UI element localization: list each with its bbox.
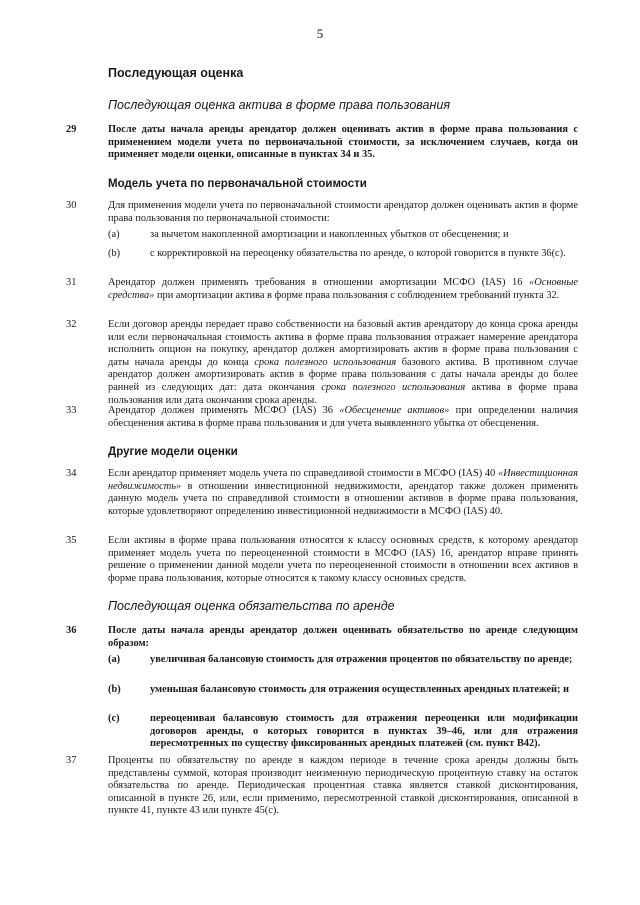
paragraph-text: После даты начала аренды арендатор должен оценивать обязательство по аренде следующим образом: [108,625,578,649]
paragraph-31 [66,277,578,302]
paragraph-text: Если арендатор применяет модель учета по справедливой стоимости в МСФО (IAS) 40 «Инвестиционная недвижимость» в отношении инвестиционной недвижимости, арендатор также должен применять данную модель учета по справедливой стоимости в отношении активов в форме права пользования, которые удовлетворяют определению инвестиционной недвижимости в МСФО (IAS) 40. [108,468,578,517]
subparagraph-label: (a) [108,654,121,665]
paragraph-text: Проценты по обязательству по аренде в каждом периоде в течение срока аренды должны быть представлены суммой, которая производит неизменную периодическую процентную ставку на остаток обязательства по аренде. Периодическая процентная ставка является ставкой дисконтирования, описанной в пункте 26, или, если применимо, пересмотренной ставкой дисконтирования, описанной в пункте 41, пункте 43 или пункте 45(c). [108,755,578,817]
paragraph-29 [66,124,578,162]
subparagraph-label: (c) [108,713,120,724]
subparagraph-30a [108,229,578,242]
subparagraph-text: уменьшая балансовую стоимость для отражения осуществленных арендных платежей; и [150,684,570,695]
subparagraph-text: увеличивая балансовую стоимость для отражения процентов по обязательству по аренде; [150,654,573,665]
paragraph-30 [66,200,578,225]
subparagraph-label: (a) [108,229,120,240]
paragraph-number: 31 [66,277,77,288]
subparagraph-36c [108,713,578,751]
paragraph-number: 33 [66,405,77,416]
subparagraph-text: переоценивая балансовую стоимость для отражения переоценки или модификации договоров аренды, о которых говорится в пунктах 39–46, или для отражения пересмотренных по существу фиксированных арендных платежей (см. пункт B42). [150,713,578,750]
paragraph-number: 35 [66,535,77,546]
heading-asset-measurement: Последующая оценка актива в форме права пользования [108,98,451,112]
page-number: 5 [316,26,324,41]
paragraph-number: 30 [66,200,77,211]
paragraph-text: Если договор аренды передает право собственности на базовый актив арендатору до конца срока аренды или если первоначальная стоимость актива в форме права пользования отражает намерение арендатора исполнить опцион на покупку, арендатор должен амортизировать актив в форме права пользования с даты начала аренды до конца срока полезного использования базового актива. В противном случае арендатор должен амортизировать актив в форме права пользования с даты начала аренды до более ранней из следующих дат: дата окончания срока полезного использования актива в форме права пользования или дата окончания срока аренды. [108,319,579,406]
paragraph-36 [66,625,578,650]
defined-term: срока полезного использования [254,356,397,368]
paragraph-34 [66,468,578,518]
paragraph-text: Если активы в форме права пользования относятся к классу основных средств, к которому арендатор применяет модель учета по переоцененной стоимости в МСФО (IAS) 16, арендатор вправе принять решение о применении данной модели учета по переоцененной стоимости в отношении всех активов в форме права пользования, которые относятся к такому классу основных средств. [108,535,578,584]
subparagraph-label: (b) [108,248,121,259]
paragraph-33 [66,405,578,430]
subparagraph-30b [108,248,578,261]
paragraph-text: После даты начала аренды арендатор должен оценивать актив в форме права пользования с применением модели учета по первоначальной стоимости, за исключением случаев, когда он применяет модели оценки, описанные в пунктах 34 и 35. [108,124,578,161]
paragraph-number: 37 [66,755,77,766]
heading-cost-model: Модель учета по первоначальной стоимости [108,178,367,190]
paragraph-number: 34 [66,468,77,479]
paragraph-number: 36 [66,625,77,636]
subparagraph-36b [108,684,578,697]
standard-title: «Обесценение активов» [339,405,450,416]
paragraph-32 [66,319,578,407]
subparagraph-36a [108,654,578,667]
paragraph-text: Арендатор должен применять требования в отношении амортизации МСФО (IAS) 16 «Основные средства» при амортизации актива в форме права пользования с соблюдением требований пункта 32. [108,277,578,301]
heading-subsequent-measurement: Последующая оценка [108,66,244,80]
heading-other-models: Другие модели оценки [108,446,238,458]
heading-liability-measurement: Последующая оценка обязательства по аренде [108,599,395,613]
paragraph-text: Для применения модели учета по первоначальной стоимости арендатор должен оценивать актив в форме права пользования по первоначальной стоимости: [108,200,578,224]
paragraph-number: 32 [66,319,77,330]
paragraph-text: Арендатор должен применять МСФО (IAS) 36 «Обесценение активов» при определении наличия обесценения актива в форме права пользования и для учета выявленного убытка от обесценения. [108,405,579,429]
subparagraph-text: с корректировкой на переоценку обязательства по аренде, о которой говорится в пункте 36(c). [150,248,566,259]
subparagraph-label: (b) [108,684,121,695]
paragraph-number: 29 [66,124,77,135]
subparagraph-text: за вычетом накопленной амортизации и накопленных убытков от обесценения; и [150,229,509,240]
paragraph-37 [66,755,578,818]
paragraph-35 [66,535,578,585]
defined-term: срока полезного использования [321,381,466,393]
standard-title: «Инвестиционная недвижимость» [108,468,578,492]
standard-title: «Основные средства» [108,277,578,301]
